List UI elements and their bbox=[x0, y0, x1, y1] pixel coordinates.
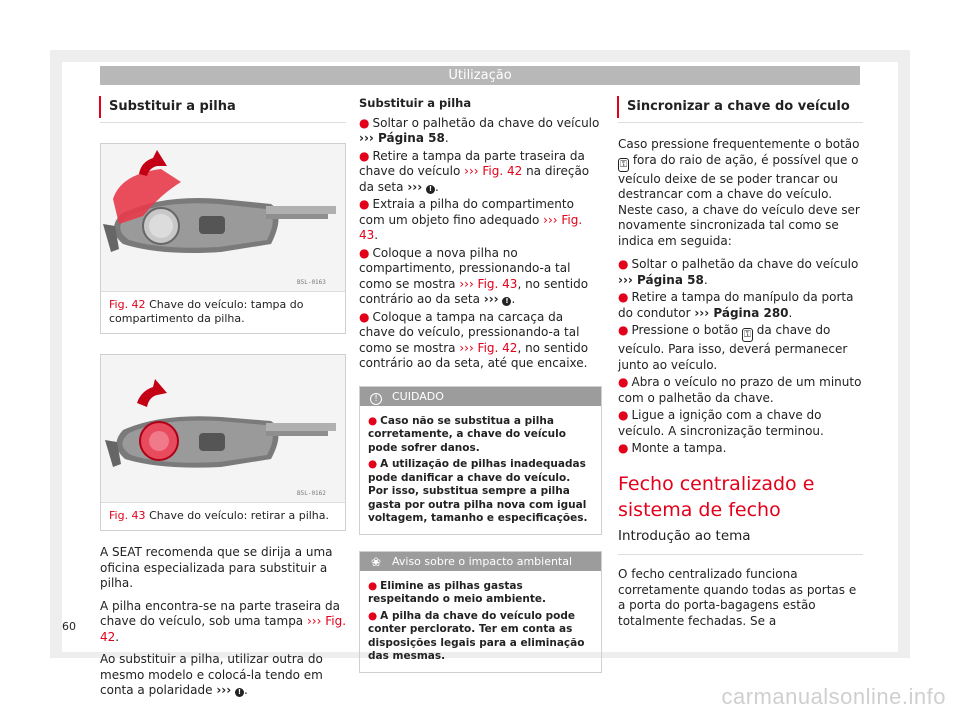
list-item: ● A pilha da chave do veículo pode conter perclorato. Ter em conta as disposições legais para a eliminação das mesmas. bbox=[368, 610, 593, 664]
list-item: ● Coloque a nova pilha no compartimento, pressionando-a tal como se mostra ››› Fig. 43, no sentido contrário ao da seta ››› ! . bbox=[359, 246, 602, 308]
caution-title: CUIDADO bbox=[392, 390, 444, 403]
unlock-button-icon: ⚿ bbox=[618, 158, 629, 172]
environment-title: Aviso sobre o impacto ambiental bbox=[392, 555, 572, 568]
list-item: ● Retire a tampa do manípulo da porta do condutor ››› Página 280. bbox=[618, 290, 863, 321]
list-item: ● Pressione o botão ⚿ da chave do veículo. Para isso, deverá permanecer junto ao veículo. bbox=[618, 323, 863, 373]
paragraph: O fecho centralizado funciona corretamente quando todas as portas e a porta do porta-bagagens estão totalmente fechadas. Se a bbox=[618, 567, 863, 629]
paragraph: Caso pressione frequentemente o botão ⚿ fora do raio de ação, é possível que o veículo deixe de se poder trancar ou destrancar com a chave do veículo. Neste caso, a chave do veículo deve ser novamente sincronizada tal como se indica em seguida: bbox=[618, 137, 863, 249]
list-item: ● Caso não se substitua a pilha corretamente, a chave do veículo pode sofrer danos. bbox=[368, 415, 593, 456]
list-item: ● A utilização de pilhas inadequadas pode danificar a chave do veículo. Por isso, substitua sempre a pilha gasta por outra pilha nova com igual voltagem, tamanho e especificações. bbox=[368, 458, 593, 526]
figure-42 bbox=[100, 143, 346, 334]
key-battery-removal-image bbox=[101, 355, 345, 503]
figure-link[interactable]: ››› Fig. 42 bbox=[464, 164, 522, 178]
figure-caption: Chave do veículo: tampa do compartimento da pilha. bbox=[109, 298, 303, 325]
warning-icon: ! bbox=[370, 393, 382, 405]
reference-link[interactable]: ››› bbox=[216, 683, 231, 697]
list-item: ● Soltar o palhetão da chave do veículo ››› Página 58. bbox=[359, 116, 602, 147]
unlock-button-icon: ⚿ bbox=[742, 328, 753, 342]
column-middle bbox=[359, 96, 602, 673]
figure-label: Fig. 42 bbox=[109, 298, 146, 311]
list-item: ● Abra o veículo no prazo de um minuto com o palhetão da chave. bbox=[618, 375, 863, 406]
paragraph: A pilha encontra-se na parte traseira da chave do veículo, sob uma tampa ››› Fig. 42. bbox=[100, 599, 346, 646]
figure-link[interactable]: ››› Fig. 43 bbox=[359, 213, 582, 243]
page-link[interactable]: ››› Página 58 bbox=[359, 131, 445, 145]
info-icon: ! bbox=[235, 688, 244, 697]
list-item: ● Soltar o palhetão da chave do veículo ››› Página 58. bbox=[618, 257, 863, 288]
subsection-title: Introdução ao tema bbox=[618, 529, 863, 556]
page-number: 60 bbox=[62, 619, 76, 635]
watermark: carmanualsonline.info bbox=[721, 689, 946, 705]
info-icon: ! bbox=[426, 185, 435, 194]
caution-box bbox=[359, 386, 602, 535]
figure-link[interactable]: ››› Fig. 43 bbox=[459, 277, 517, 291]
paragraph: Ao substituir a pilha, utilizar outra do mesmo modelo e colocá-la tendo em conta a polaridade ››› ! . bbox=[100, 652, 346, 699]
list-item: ● Ligue a ignição com a chave do veículo. A sincronização terminou. bbox=[618, 408, 863, 439]
figure-43 bbox=[100, 354, 346, 531]
page-link[interactable]: ››› Página 280 bbox=[694, 306, 788, 320]
key-battery-cover-image bbox=[101, 144, 345, 292]
chapter-title: Fecho centralizado e sistema de fecho bbox=[618, 471, 863, 523]
chapter-header: Utilização bbox=[100, 66, 860, 85]
column-right bbox=[618, 96, 863, 629]
leaf-icon: ❀ bbox=[370, 557, 382, 569]
figure-caption: Chave do veículo: retirar a pilha. bbox=[149, 509, 329, 522]
column-left bbox=[100, 96, 346, 699]
list-item: ● Coloque a tampa na carcaça da chave do veículo, pressionando-a tal como se mostra ››› Fig. 42, no sentido contrário ao da seta, até que encaixe. bbox=[359, 310, 602, 372]
list-item: ● Elimine as pilhas gastas respeitando o meio ambiente. bbox=[368, 580, 593, 607]
figure-code: B5L-0162 bbox=[297, 490, 326, 497]
list-item: ● Monte a tampa. bbox=[618, 441, 863, 457]
environment-box bbox=[359, 551, 602, 673]
list-item: ● Extraia a pilha do compartimento com um objeto fino adequado ››› Fig. 43. bbox=[359, 197, 602, 244]
list-item: ● Retire a tampa da parte traseira da chave do veículo ››› Fig. 42 na direção da seta ››› ! . bbox=[359, 149, 602, 196]
figure-link[interactable]: ››› Fig. 42 bbox=[459, 341, 517, 355]
figure-link[interactable]: ››› Fig. 42 bbox=[100, 614, 346, 644]
section-title: Substituir a pilha bbox=[99, 96, 346, 118]
figure-label: Fig. 43 bbox=[109, 509, 146, 522]
info-icon: ! bbox=[502, 297, 511, 306]
figure-code: B5L-0163 bbox=[297, 279, 326, 286]
page-link[interactable]: ››› Página 58 bbox=[618, 273, 704, 287]
procedure-title: Substituir a pilha bbox=[359, 96, 602, 112]
paragraph: A SEAT recomenda que se dirija a uma oficina especializada para substituir a pilha. bbox=[100, 545, 346, 592]
section-title: Sincronizar a chave do veículo bbox=[617, 96, 863, 118]
